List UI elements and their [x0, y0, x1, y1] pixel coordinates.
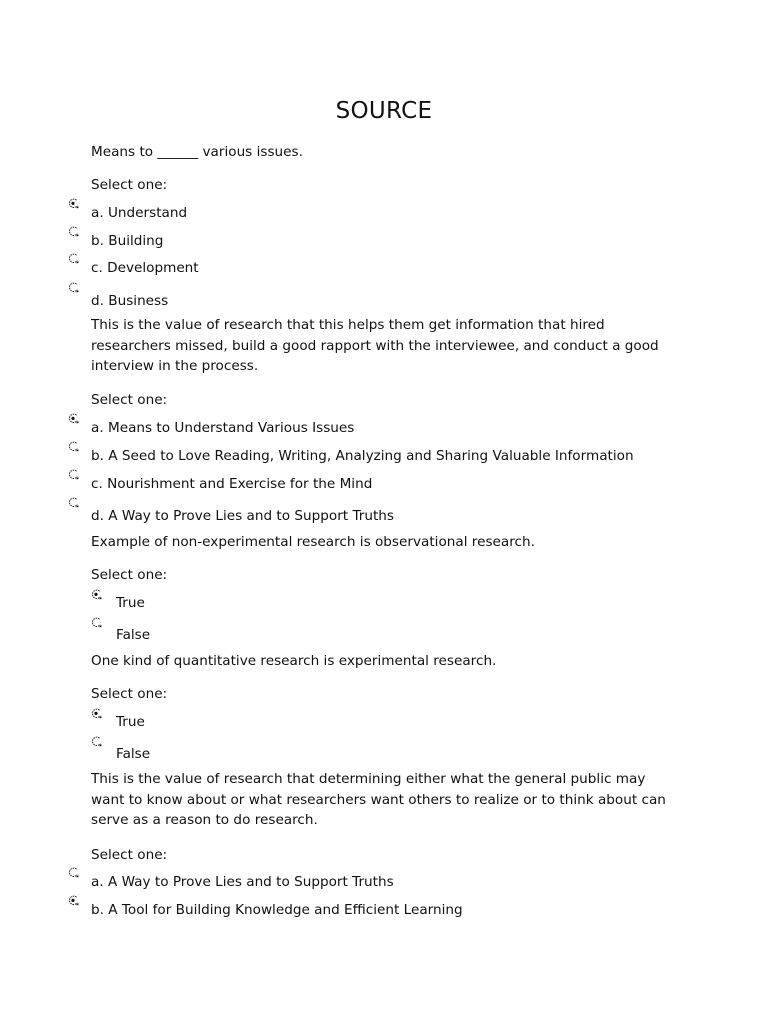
- q5-option-b-radio[interactable]: [68, 895, 79, 907]
- question-5-text: This is the value of research that determining either what the general public may want to know about or what researchers want others to realize or to think about can serve as a reason to do research.: [91, 771, 666, 828]
- question-5-select-one: Select one:: [91, 847, 168, 863]
- q3-option-false-label: False: [116, 627, 151, 643]
- q4-option-true-radio[interactable]: [91, 708, 102, 720]
- q2-option-b-radio[interactable]: [68, 441, 79, 453]
- q1-option-d-label: d. Business: [91, 293, 169, 309]
- question-2-select-one: Select one:: [91, 392, 168, 408]
- q4-option-true-label: True: [116, 714, 145, 730]
- q2-option-d-label: d. A Way to Prove Lies and to Support Truths: [91, 508, 394, 524]
- q4-option-false-label: False: [116, 746, 151, 762]
- q3-option-true-radio[interactable]: [91, 589, 102, 601]
- page-title: SOURCE: [335, 98, 433, 124]
- q1-option-a-label: a. Understand: [91, 205, 188, 221]
- q3-option-false-radio[interactable]: [91, 617, 102, 629]
- question-3-select-one: Select one:: [91, 567, 168, 583]
- q1-option-b-radio[interactable]: [68, 226, 79, 238]
- q5-option-a-label: a. A Way to Prove Lies and to Support Truths: [91, 874, 394, 890]
- q2-option-c-radio[interactable]: [68, 469, 79, 481]
- question-1-text: Means to ______ various issues.: [91, 144, 303, 160]
- question-4-select-one: Select one:: [91, 686, 168, 702]
- q1-option-a-radio[interactable]: [68, 198, 79, 210]
- question-1-select-one: Select one:: [91, 177, 168, 193]
- question-3-text: Example of non-experimental research is observational research.: [91, 534, 535, 550]
- q5-option-b-label: b. A Tool for Building Knowledge and Efficient Learning: [91, 902, 463, 918]
- question-4-text: One kind of quantitative research is experimental research.: [91, 653, 497, 669]
- q1-option-d-radio[interactable]: [68, 282, 79, 294]
- q2-option-a-radio[interactable]: [68, 413, 79, 425]
- q2-option-a-label: a. Means to Understand Various Issues: [91, 420, 355, 436]
- q1-option-c-radio[interactable]: [68, 253, 79, 265]
- q5-option-a-radio[interactable]: [68, 867, 79, 879]
- q1-option-b-label: b. Building: [91, 233, 164, 249]
- q2-option-b-label: b. A Seed to Love Reading, Writing, Analyzing and Sharing Valuable Information: [91, 448, 634, 464]
- question-2-text: This is the value of research that this helps them get information that hired researchers missed, build a good rapport with the interviewee, and conduct a good interview in the process.: [91, 317, 659, 374]
- q2-option-c-label: c. Nourishment and Exercise for the Mind: [91, 476, 373, 492]
- q1-option-c-label: c. Development: [91, 260, 199, 276]
- q2-option-d-radio[interactable]: [68, 497, 79, 509]
- q3-option-true-label: True: [116, 595, 145, 611]
- q4-option-false-radio[interactable]: [91, 736, 102, 748]
